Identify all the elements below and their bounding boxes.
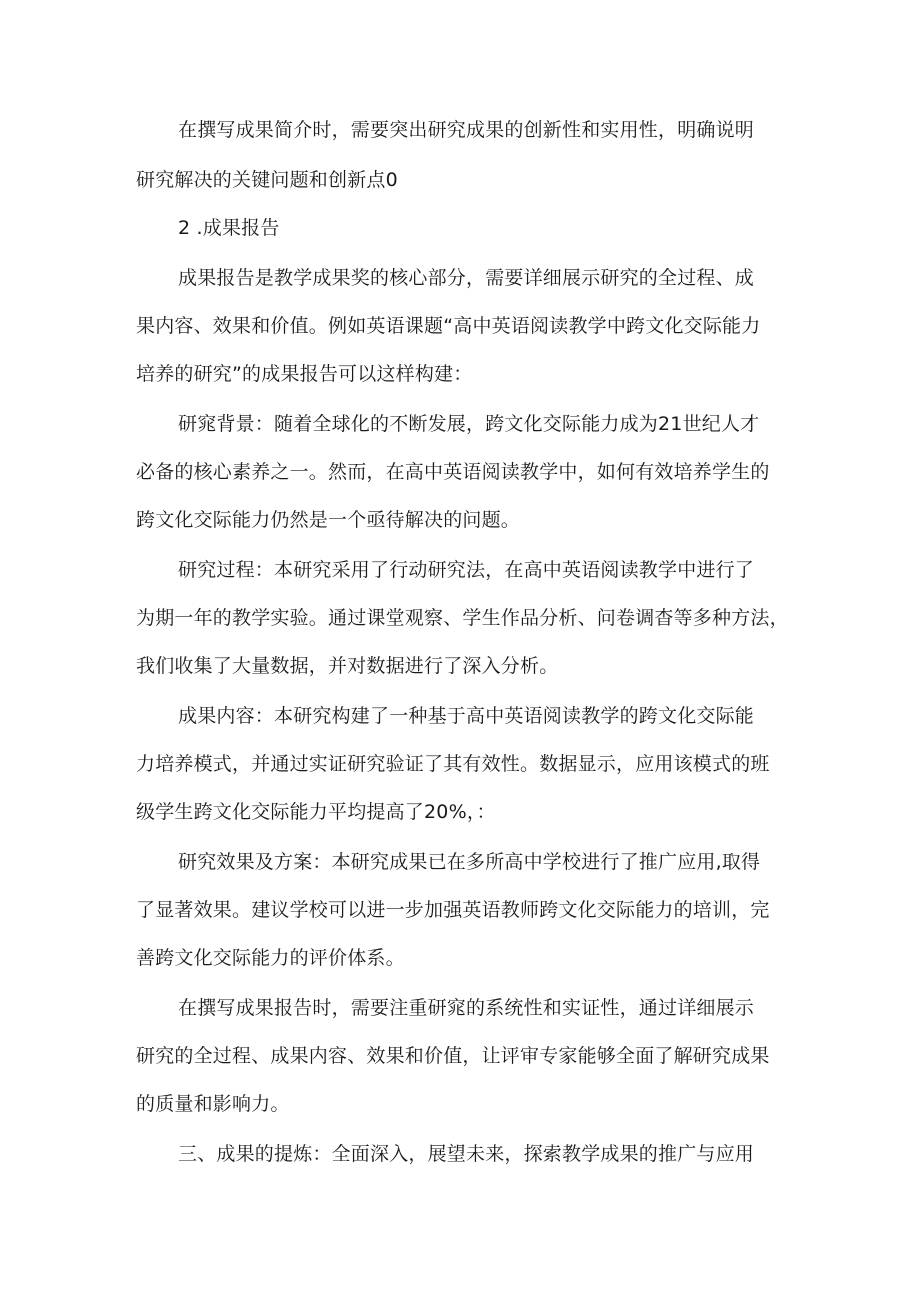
paragraph-report-line-2: 果内容、效果和价值。例如英语课题“高中英语阅读教学中跨文化交际能力 [136, 315, 761, 337]
paragraph-content-line-1: 成果内容：本研究构建了一种基于高中英语阅读教学的跨文化交际能 [178, 705, 755, 727]
paragraph-effect-line-1: 研究效果及方案：本研究成果已在多所高中学校进行了推广应用,取得 [178, 851, 761, 873]
paragraph-writing-line-3: 的质量和影响力。 [136, 1093, 290, 1115]
paragraph-process-line-1: 研究过程：本研究采用了行动研究法，在高中英语阅读教学中进行了 [178, 559, 755, 581]
paragraph-background-line-3: 跨文化交际能力仍然是一个亟待解决的问题。 [136, 509, 521, 531]
paragraph-writing-line-1: 在撰写成果报告时，需要注重研窕的系统性和实证性，通过详细展示 [178, 997, 755, 1019]
paragraph-summary-line-1: 在撰写成果简介时，需要突出研究成果的创新性和实用性，明确说明 [178, 119, 755, 141]
paragraph-writing-line-2: 研究的全过程、成果内容、效果和价值，让评审专家能够全面了解研究成果 [136, 1045, 770, 1067]
paragraph-background-line-2: 必备的核心素养之一。然而，在高中英语阅读教学中，如何有效培养学生的 [136, 461, 770, 483]
section-heading-refinement: 三、成果的提炼：全面深入，展望未来，探索教学成果的推广与应用 [178, 1143, 755, 1165]
paragraph-summary-line-2: 研究解决的关键问题和创新点0 [136, 169, 398, 191]
paragraph-content-line-3: 级学生跨文化交际能力平均提高了20%，： [136, 801, 496, 823]
paragraph-effect-line-3: 善跨文化交际能力的评价体系。 [136, 947, 405, 969]
paragraph-background-line-1: 研窕背景：随着全球化的不断发展，跨文化交际能力成为21世纪人才 [178, 413, 760, 435]
paragraph-process-line-3: 我们收集了大量数据，并对数据进行了深入分析。 [136, 655, 559, 677]
paragraph-content-line-2: 力培养模式，并通过实证研究验证了其有效性。数据显示，应用该模式的班 [136, 753, 770, 775]
paragraph-effect-line-2: 了显著效果。建议学校可以进一步加强英语教师跨文化交际能力的培训，完 [136, 899, 770, 921]
paragraph-process-line-2: 为期一年的教学实验。通过课堂观察、学生作品分析、问卷调杳等多种方法， [136, 607, 789, 629]
section-heading-report: 2 .成果报告 [178, 217, 280, 239]
paragraph-report-line-1: 成果报告是教学成果奖的核心部分，需要详细展示研究的全过程、成 [178, 267, 755, 289]
paragraph-report-line-3: 培养的研究”的成果报告可以这样构建： [136, 363, 473, 385]
